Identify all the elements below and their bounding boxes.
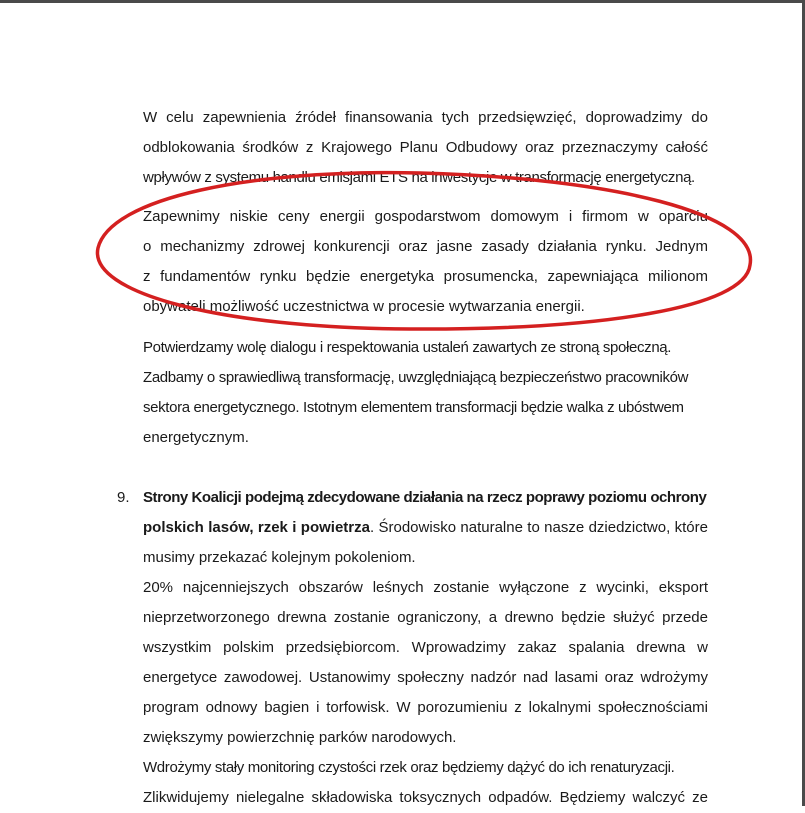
text-line: zwiększymy powierzchnię parków narodowych. bbox=[143, 729, 457, 746]
text-line: nieprzetworzonego drewna zostanie ograniczony, a drewno będzie służyć przede bbox=[143, 609, 708, 626]
text-line: program odnowy bagien i torfowisk. W porozumieniu z lokalnymi społecznościami bbox=[143, 699, 708, 716]
text-line: odblokowania środków z Krajowego Planu Odbudowy oraz przeznaczymy całość bbox=[143, 139, 708, 156]
text-line: sektora energetycznego. Istotnym elementem transformacji będzie walka z ubóstwem bbox=[143, 399, 684, 416]
list-number: 9. bbox=[117, 489, 130, 506]
text-line bbox=[143, 513, 708, 543]
text-line: Zlikwidujemy nielegalne składowiska toksycznych odpadów. Będziemy walczyć ze bbox=[143, 789, 708, 806]
text-line: Zapewnimy niskie ceny energii gospodarstwom domowym i firmom w oparciu bbox=[143, 208, 708, 225]
text-line: wszystkim polskim przedsiębiorcom. Wprowadzimy zakaz spalania drewna w bbox=[143, 639, 708, 656]
text-line: energetyce zawodowej. Ustanowimy społeczny nadzór nad lasami oraz wdrożymy bbox=[143, 669, 708, 686]
list-item-9 bbox=[143, 483, 708, 813]
text-line: 20% najcenniejszych obszarów leśnych zostanie wyłączone z wycinki, eksport bbox=[143, 579, 708, 596]
text-line: o mechanizmy zdrowej konkurencji oraz jasne zasady działania rynku. Jednym bbox=[143, 238, 708, 255]
paragraph-funding bbox=[143, 103, 708, 193]
list-item-heading-cont: polskich lasów, rzek i powietrza bbox=[143, 519, 370, 536]
text-line: Wdrożymy stały monitoring czystości rzek oraz będziemy dążyć do ich renaturyzacji. bbox=[143, 759, 675, 776]
text-line: z fundamentów rynku będzie energetyka prosumencka, zapewniająca milionom bbox=[143, 268, 708, 285]
paragraph-energy-prices bbox=[143, 202, 708, 322]
list-item-heading: Strony Koalicji podejmą zdecydowane działania na rzecz poprawy poziomu ochrony bbox=[143, 489, 707, 506]
text-line: wpływów z systemu handlu emisjami ETS na inwestycje w transformację energetyczną. bbox=[143, 169, 695, 186]
text-line: energetycznym. bbox=[143, 429, 249, 446]
paragraph-social-dialogue bbox=[143, 333, 708, 453]
text-line: musimy przekazać kolejnym pokoleniom. bbox=[143, 549, 416, 566]
text-line: obywateli możliwość uczestnictwa w procesie wytwarzania energii. bbox=[143, 298, 585, 315]
text-line: W celu zapewnienia źródeł finansowania tych przedsięwzięć, doprowadzimy do bbox=[143, 109, 708, 126]
text-line: Potwierdzamy wolę dialogu i respektowania ustaleń zawartych ze stroną społeczną. bbox=[143, 339, 672, 356]
text-span: . Środowisko naturalne to nasze dziedzictwo, które bbox=[369, 519, 708, 536]
text-line: Zadbamy o sprawiedliwą transformację, uwzględniającą bezpieczeństwo pracowników bbox=[143, 369, 689, 386]
